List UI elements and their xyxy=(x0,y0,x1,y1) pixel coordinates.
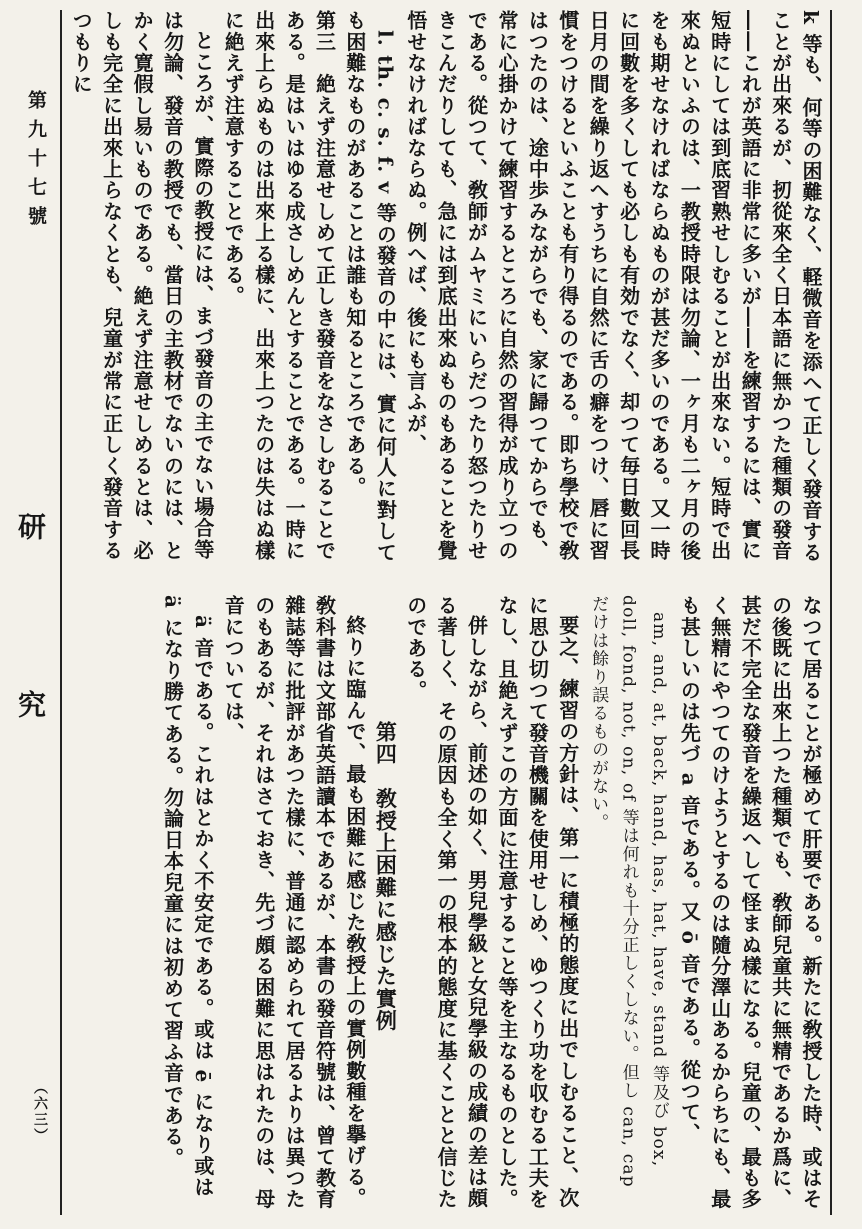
paragraph: l. th. c. s. f. v 等の發音の中には、實に何人に對しても困難なものがあることは誰も知るところである。 xyxy=(342,10,398,563)
article-body xyxy=(56,10,826,1212)
right-border-rule xyxy=(830,10,832,1215)
paragraph: ä 音である。これはとかく不安定である。或は ē になり或は ä になり勝てある。勿論日本兒童には初めて習ふ音である。 xyxy=(160,595,215,1198)
page-header-column xyxy=(0,0,56,1229)
paragraph: 終りに臨んで、最も困難に感じた敎授上の實例數種を擧げる。敎科書は文部省英語讀本であるが、本書の發音符號は、曾て教育雜誌等に批評があつた樣に、普通に認められて居るよりは異つたのもあるが、それはさておき、先づ頗る困難に思はれたのは、母音については、 xyxy=(221,595,367,1210)
issue-number: 第九十七號 xyxy=(25,90,47,235)
page-number: （六三） xyxy=(32,1080,48,1144)
paragraph: なつて居ることが極めて肝要である。新たに敎授した時、或はその後既に出來上つた種類でも、敎師兒童共に無精であるか爲に、甚だ不完全な發音を繰返へして怪まぬ樣になる。兒童の、最も多く無精にやつてのけようとするのは隨分澤山あるからちにも、最も甚しいのは先づ a 音である。又 ō 音である。從つて、 xyxy=(677,595,823,1210)
paragraph: 要之、練習の方針は、第一に積極的態度に出でしむること、次に思ひ切つて發音機關を使用せしめ、ゆつくり功を収むる工夫をなし、且絶えずこの方面に注意すること等を主なるものとした。 xyxy=(494,595,580,1210)
section-four-heading: 第四 敎授上困難に感じた實例 xyxy=(373,721,399,1032)
running-title-part1: 研 xyxy=(14,512,47,540)
upper-text-block xyxy=(56,10,826,580)
paragraph: k 等も、何等の困難なく、軽微音を添へて正しく發音することが出來るが、扨從來全く日本語に無かつた種類の發音――これが英語に非常に多いが――を練習するには、實に短時にしては到底習熟せしむることが出來ない。短時で出來ぬといふのは、一教授時限は勿論、一ヶ月も二ヶ月の後をも期せなければならぬものが甚だ多いのである。又一時に回數を多くしても必しも有効でなく、却つて毎日數回長日月の間を繰り返へすうちに自然に舌の癖をつけ、唇に習慣をつけるといふことも有り得るのである。即ち學校で敎はつたのは、途中歩みながらでも、家に歸つてからでも、常に心掛かけて練習するところに自然の習得が成り立つのである。從つて、敎師がムヤミにいらだつたり怒つたりせきこんだりしても、急には到底出來ぬものもあることを覺悟せなければならぬ。例へば、後にも言ふが、 xyxy=(403,10,823,564)
section-three-paragraph: 第三 絶えず注意せしめて正しき發音をなさしむることである。是はいはゆる成さしめんとすることである。一時に出來上らぬものは出來上る樣に、出來上つたのは失はぬ樣に絶えず注意することである。 xyxy=(221,10,337,562)
example-words-paragraph: am, and, at, back, hand, has, hat, have, stand 等及び box, doll, fond, not, on, of 等は何れも十分正しくしない。但し can, cap だけは餘り誤るものがない。 xyxy=(588,595,669,1188)
paragraph: ところが、實際の教授には、まづ發音の主でない場合等は勿論、發音の教授でも、當日の主教材でないのには、とかく寛假し易いものである。絶えず注意せしめるとは、必しも完全に出來上らなくとも、兒童が常に正しく發音するつもりに xyxy=(69,10,215,562)
paragraph: 併しながら、前述の如く、男兒學級と女兒學級の成績の差は頗る著しく、その原因も全く第一の根本的態度に基くことと信じたのである。 xyxy=(403,595,489,1210)
lower-text-block xyxy=(56,595,826,1210)
running-title-part2: 究 xyxy=(14,690,47,718)
